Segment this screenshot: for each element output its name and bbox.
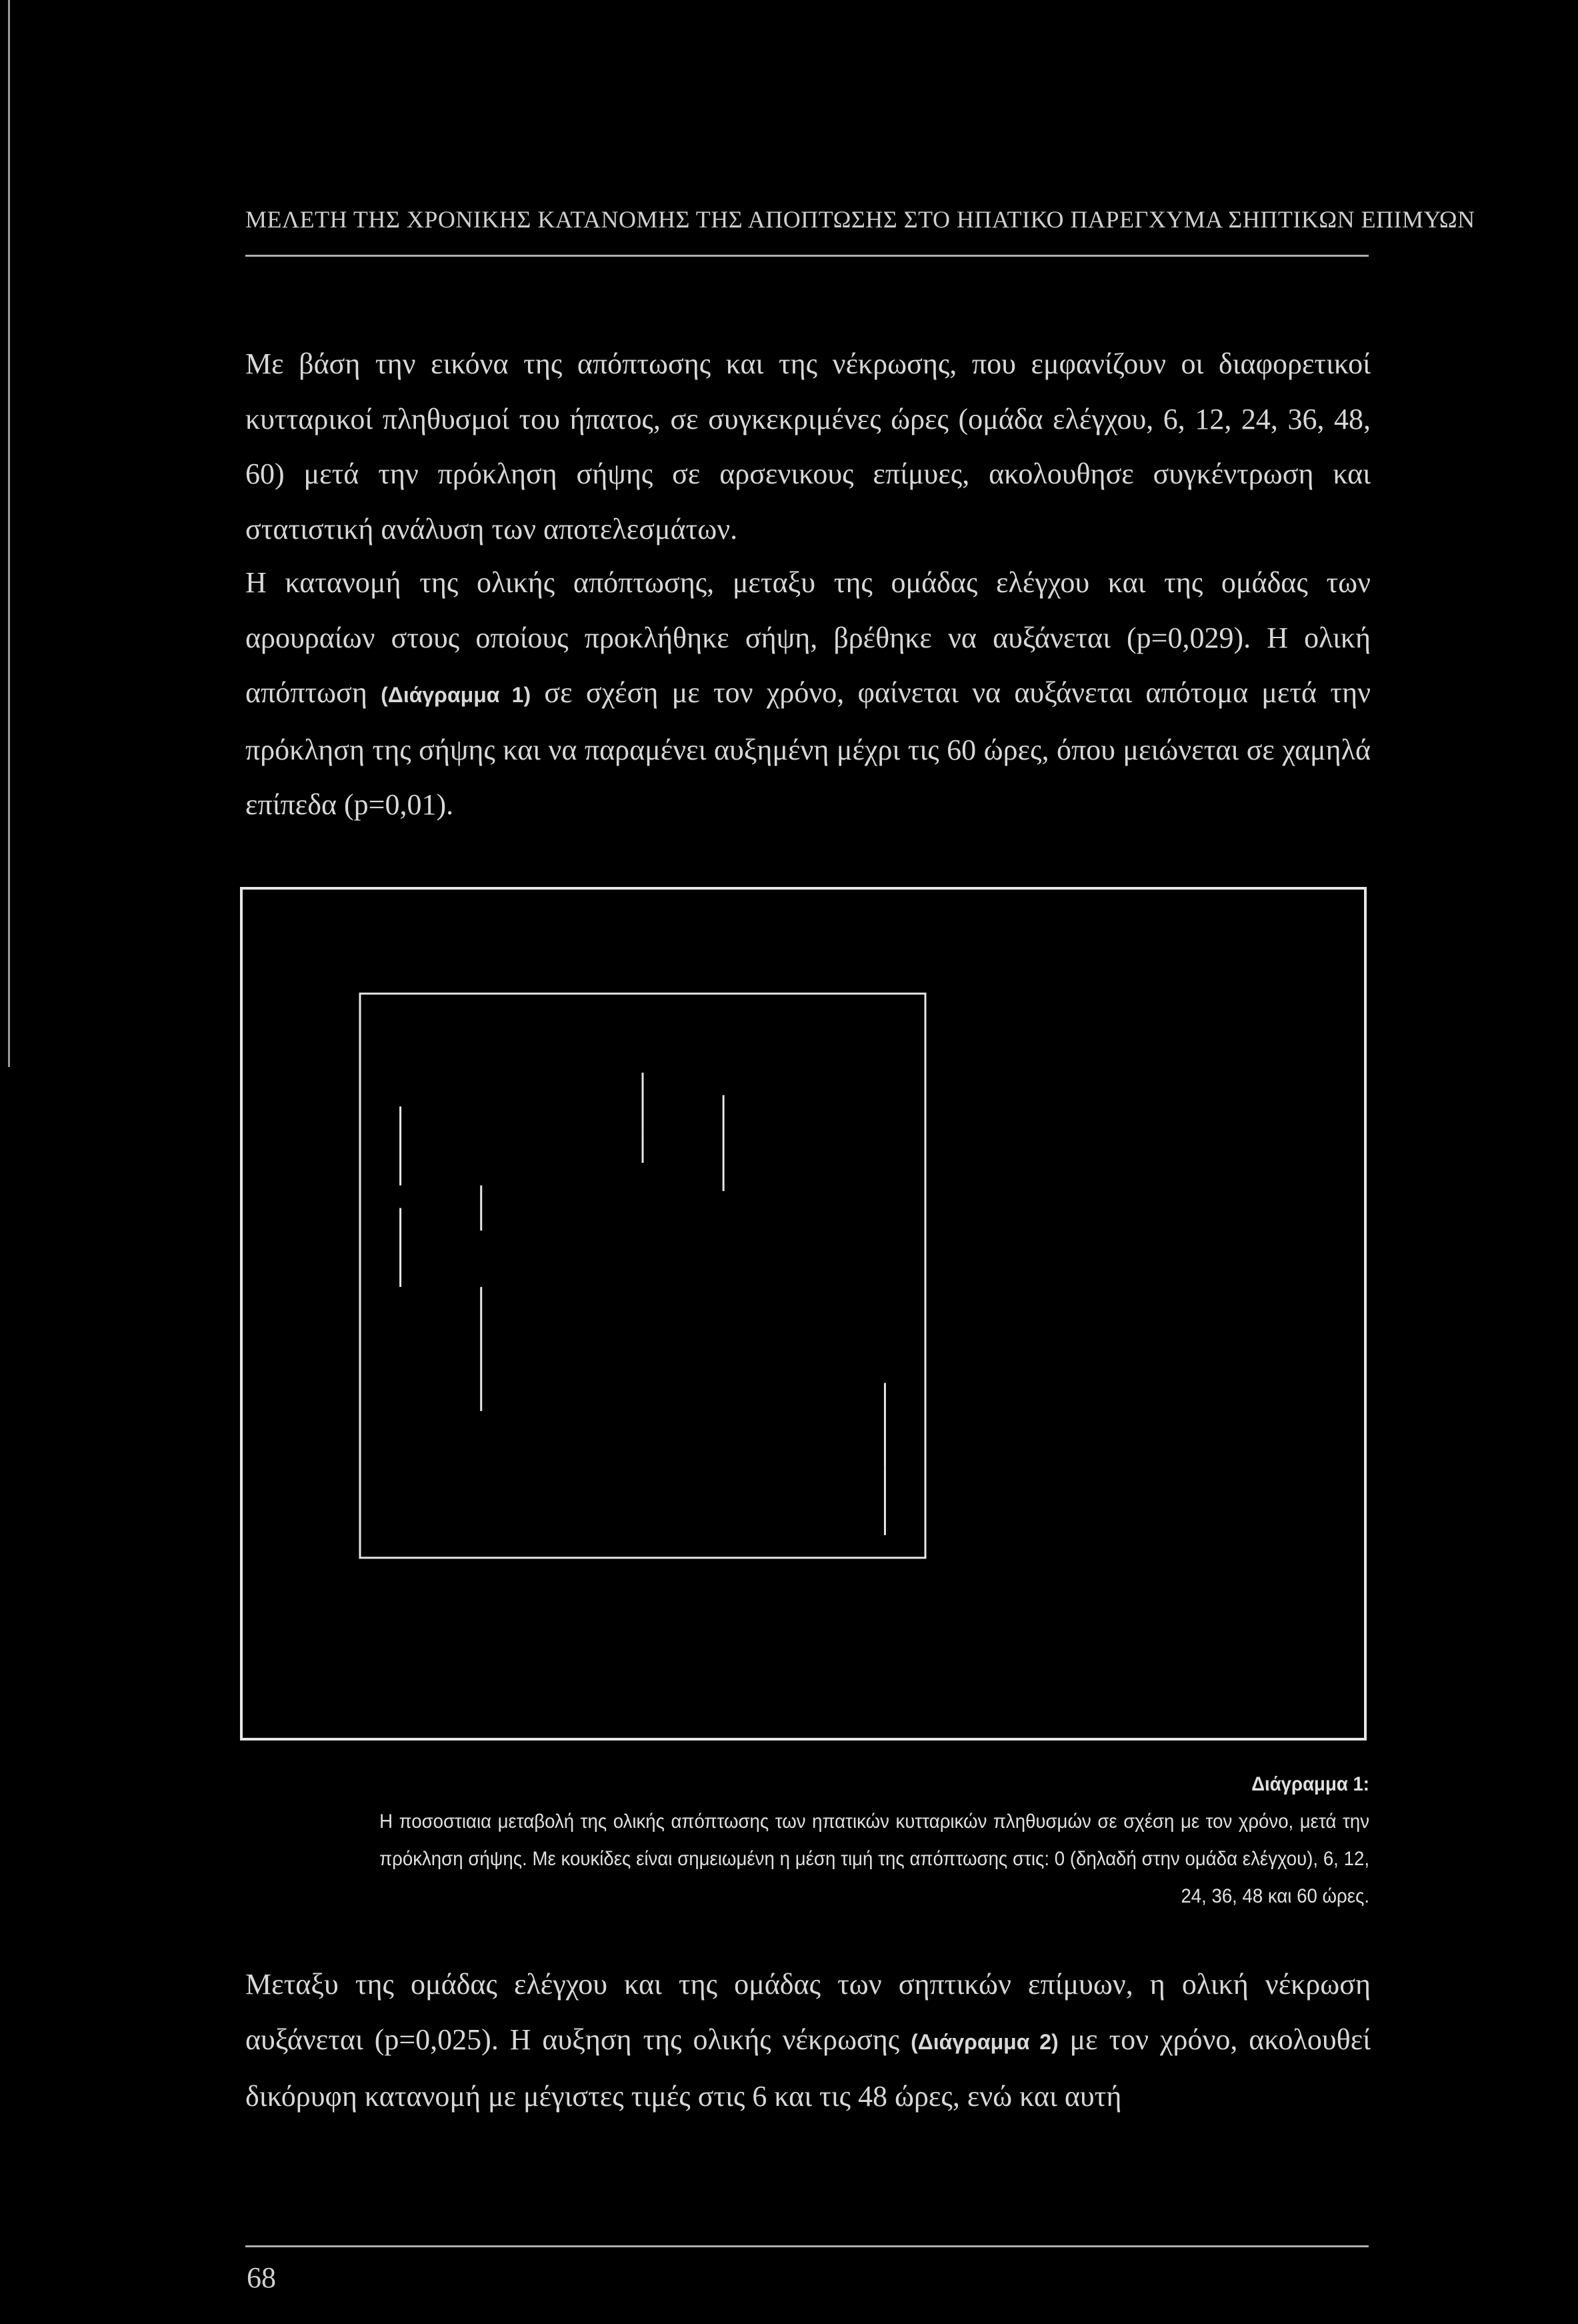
caption-title: Διάγραμμα 1: [1251, 1773, 1369, 1795]
paragraph-3-text-b: με τον χρόνο, ακολουθεί δικόρυφη κατανομή με μέγιστες τιμές στις 6 και τις 48 ώρες, ενώ και αυτή [245, 2023, 1371, 2113]
paragraph-1: Με βάση την εικόνα της απόπτωσης και της νέκρωσης, που εμφανίζουν οι διαφορετικοί κυτταρικοί πληθυσμοί του ήπατος, σε συγκεκριμένες ώρες (ομάδα ελέγχου, 6, 12, 24, 36, 48, 60) μετά την πρόκληση σήψης σε αρσενικους επίμυες, ακολουθησε συγκέντρωση και στατιστική ανάλυση των αποτελεσμάτων. [245, 347, 1371, 545]
series-layer [401, 1072, 885, 1535]
figure-reference-1[interactable]: (Διάγραμμα 1) [381, 683, 531, 707]
page-edge-line [8, 0, 10, 1067]
figure-1-chart [243, 890, 1364, 1738]
figure-reference-2[interactable]: (Διάγραμμα 2) [911, 2029, 1059, 2054]
paragraph-2-text-a: Η κατανομή της ολικής απόπτωσης, μεταξυ της ομάδας ελέγχου και της ομάδας των αρουραίων στους οποίους προκλήθηκε σήψη, βρέθηκε να αυξάνεται (p=0,029). Η ολική απόπτωση [245, 566, 1371, 709]
page-number: 68 [247, 2261, 276, 2294]
paragraph-3 [245, 1957, 1371, 2125]
figure-1-caption [379, 1766, 1369, 1915]
caption-text: Η ποσοστιαια μεταβολή της ολικής απόπτωσης των ηπατικών κυτταρικών πληθυσμών σε σχέση με τον χρόνο, μετά την πρόκληση σήψης. Με κουκίδες είναι σημειωμένη η μέση τιμή της απόπτωσης στις: 0 (δηλαδή στην ομάδα ελέγχου), 6, 12, 24, 36, 48 και 60 ώρες. [379, 1811, 1369, 1907]
paragraph-2-text-b: σε σχέση με τον χρόνο, φαίνεται να αυξάνεται απότομα μετά την πρόκληση της σήψης και να παραμένει αυξημένη μέχρι τις 60 ώρες, όπου μειώνεται σε χαμηλά επίπεδα (p=0,01). [245, 676, 1371, 821]
figure-1-frame [240, 887, 1367, 1740]
paragraph-2 [245, 555, 1371, 833]
header-rule [245, 255, 1369, 257]
footer-rule [245, 2245, 1369, 2247]
running-head: ΜΕΛΕΤΗ ΤΗΣ ΧΡΟΝΙΚΗΣ ΚΑΤΑΝΟΜΗΣ ΤΗΣ ΑΠΟΠΤΩΣΗΣ ΣΤΟ ΗΠΑΤΙΚΟ ΠΑΡΕΓΧΥΜΑ ΣΗΠΤΙΚΩΝ ΕΠΙΜΥΩΝ [245, 206, 1475, 233]
paragraph-3-text-a: Μεταξυ της ομάδας ελέγχου και της ομάδας των σηπτικών επίμυων, η ολική νέκρωση αυξάνεται (p=0,025). Η αυξηση της ολικής νέκρωσης [245, 1968, 1371, 2056]
